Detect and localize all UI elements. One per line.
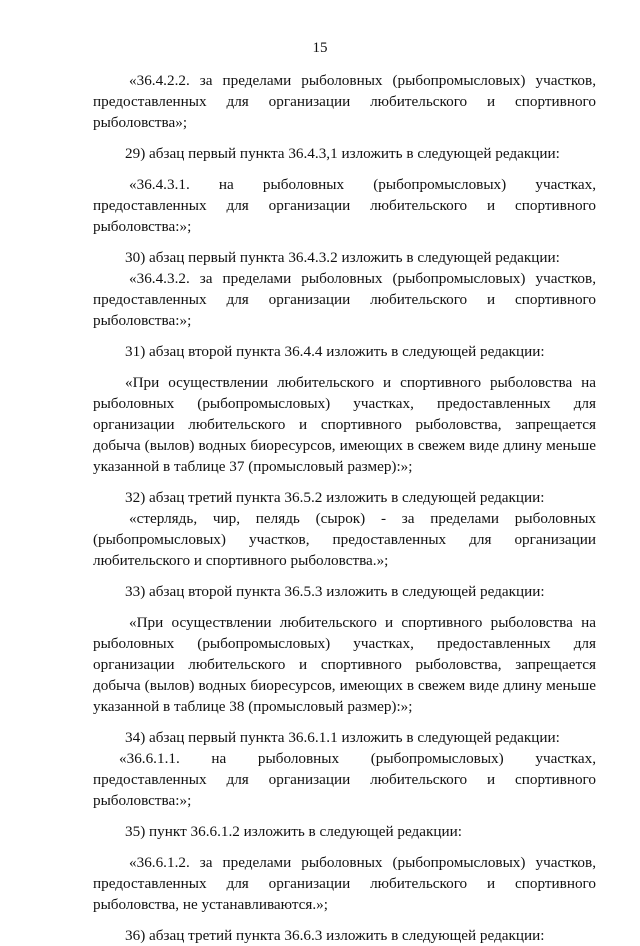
paragraph-item-30: 30) абзац первый пункта 36.4.3.2 изложить в следующей редакции:	[125, 249, 560, 266]
paragraph-item-33: 33) абзац второй пункта 36.5.3 изложить в следующей редакции:	[125, 583, 545, 600]
paragraph-item-35: 35) пункт 36.6.1.2 изложить в следующей редакции:	[125, 823, 463, 840]
paragraph-item-34: 34) абзац первый пункта 36.6.1.1 изложить в следующей редакции:	[125, 729, 560, 746]
paragraph-quote-36-4-3-1: «36.4.3.1. на рыболовных (рыбопромысловых) участках, предоставленных для организации любительского и спортивного рыболовства:»;	[93, 176, 596, 235]
paragraph-item-31: 31) абзац второй пункта 36.4.4 изложить в следующей редакции:	[125, 343, 545, 360]
paragraph-quote-36-4-3-2: «36.4.3.2. за пределами рыболовных (рыбопромысловых) участков, предоставленных для организации любительского и спортивного рыболовства:»;	[93, 270, 596, 329]
paragraph-item-36: 36) абзац третий пункта 36.6.3 изложить в следующей редакции:	[125, 927, 545, 944]
paragraph-quote-36-6-1-1: «36.6.1.1. на рыболовных (рыбопромысловых) участках, предоставленных для организации любительского и спортивного рыболовства:»;	[93, 750, 596, 809]
document-body	[93, 70, 596, 946]
paragraph-quote-36-6-1-2: «36.6.1.2. за пределами рыболовных (рыбопромысловых) участков, предоставленных для организации любительского и спортивного рыболовства, не устанавливаются.»;	[93, 854, 596, 913]
page-number: 15	[312, 40, 328, 56]
paragraph-quote-table-38: «При осуществлении любительского и спортивного рыболовства на рыболовных (рыбопромысловых) участках, предоставленных для организации любительского и спортивного рыболовства, запрещается добыча (вылов) водных биоресурсов, имеющих в свежем виде длину меньше указанной в таблице 38 (промысловый размер):»;	[93, 614, 596, 715]
paragraph-quote-sterlyad: «стерлядь, чир, пелядь (сырок) - за пределами рыболовных (рыбопромысловых) участков, предоставленных для организации любительского и спортивного рыболовства.»;	[93, 510, 596, 569]
paragraph-item-29: 29) абзац первый пункта 36.4.3,1 изложить в следующей редакции:	[125, 145, 560, 162]
paragraph-quote-36-4-2-2: «36.4.2.2. за пределами рыболовных (рыбопромысловых) участков, предоставленных для организации любительского и спортивного рыболовства»;	[93, 72, 596, 131]
paragraph-quote-table-37: «При осуществлении любительского и спортивного рыболовства на рыболовных (рыбопромысловых) участках, предоставленных для организации любительского и спортивного рыболовства, запрещается добыча (вылов) водных биоресурсов, имеющих в свежем виде длину меньше указанной в таблице 37 (промысловый размер):»;	[93, 374, 596, 475]
paragraph-item-32: 32) абзац третий пункта 36.5.2 изложить в следующей редакции:	[125, 489, 545, 506]
